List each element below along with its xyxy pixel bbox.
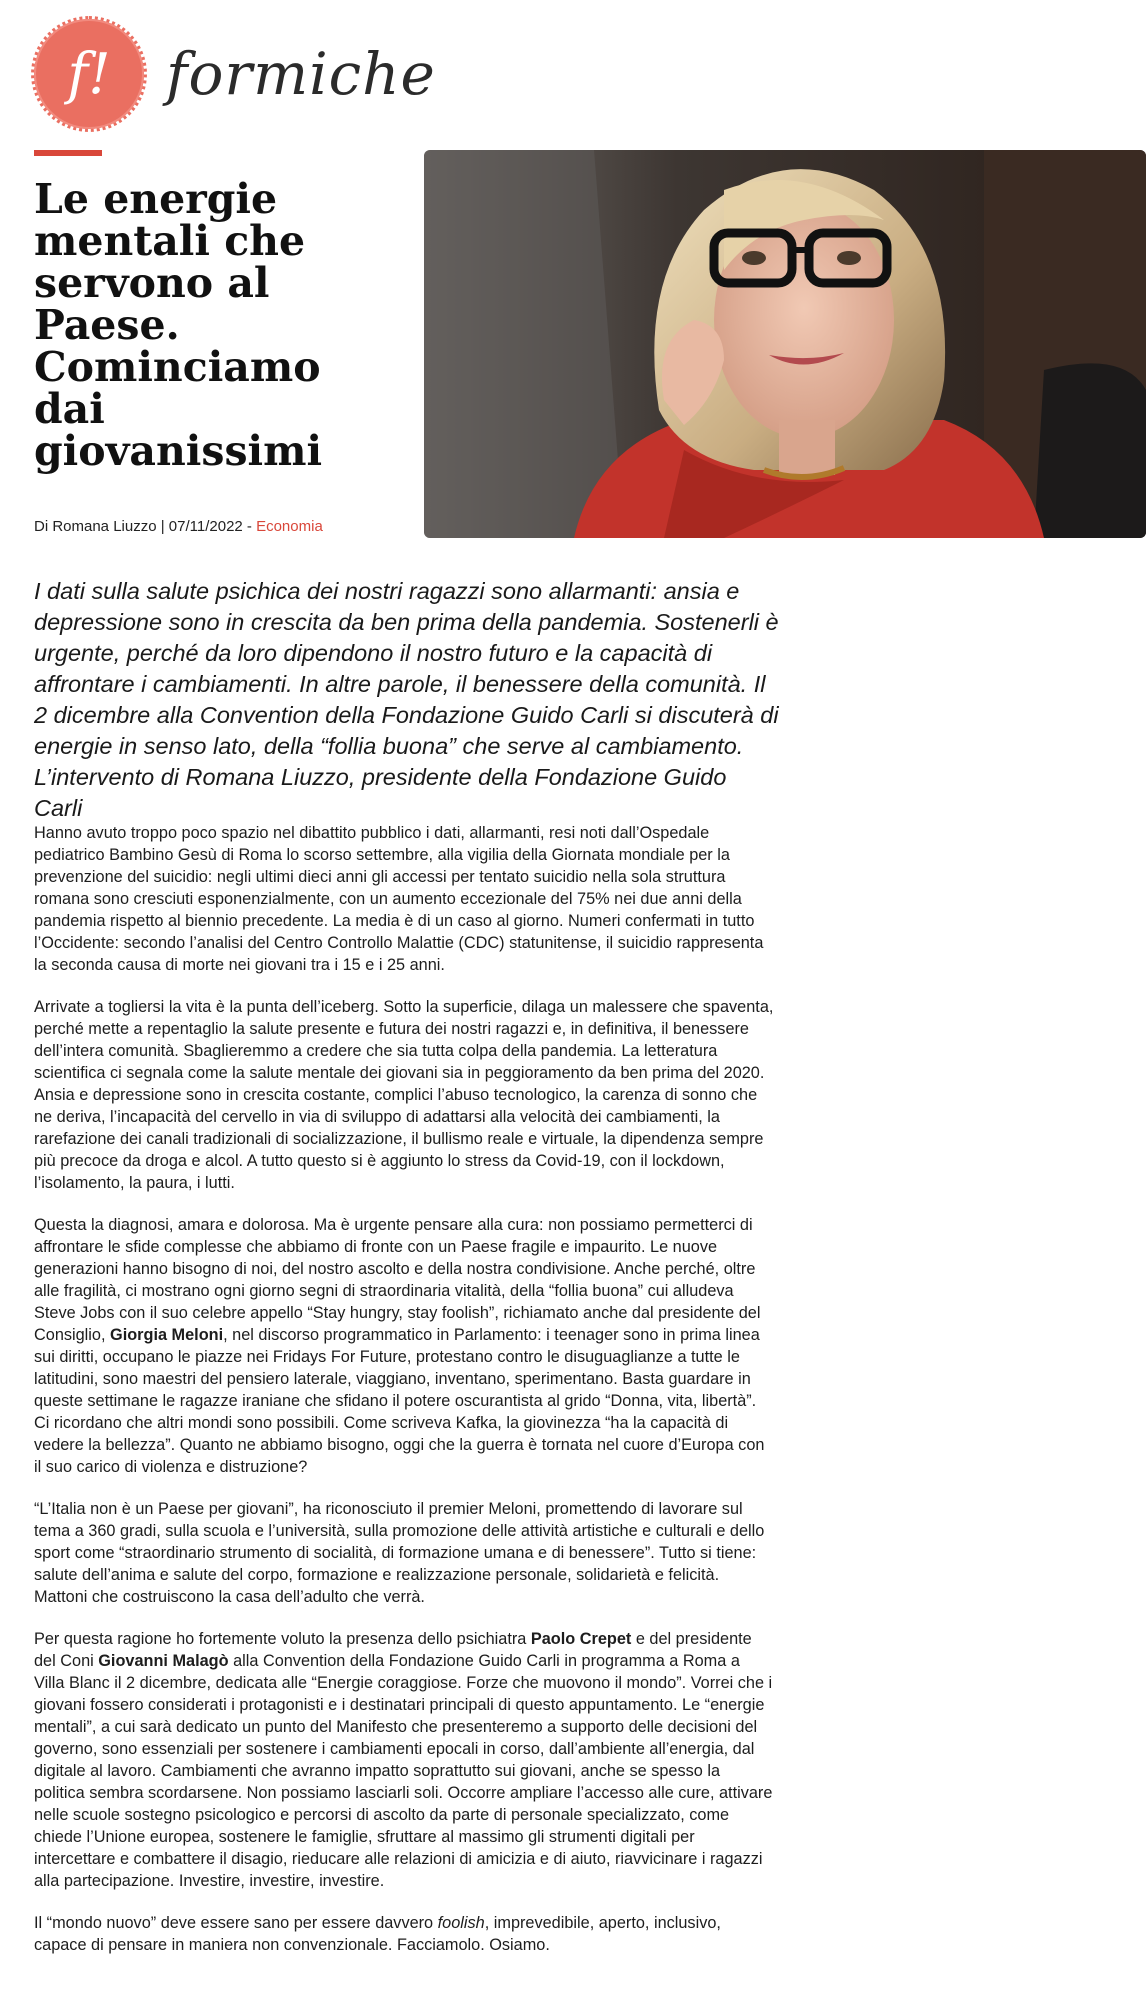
body-paragraph-4: “L’Italia non è un Paese per giovani”, ha riconosciuto il premier Meloni, promettendo di lavorare sul tema a 360 gradi, sulla scuola e l’università, sulla promozione delle attività artistiche e culturali e dello sport come “straordinario strumento di socialità, di formazione umana e di benessere”. Tutto si tiene: salute dell’anima e salute del corpo, formazione e realizzazione personale, solidarietà e felicità. Mattoni che costruiscono la casa dell’adulto che verrà. (34, 1500, 765, 1606)
bold-name: Paolo Crepet (530, 1630, 632, 1648)
body-paragraph-6: Il “mondo nuovo” deve essere sano per essere davvero foolish, imprevedibile, aperto, inclusivo, capace di pensare in maniera non convenzionale. Facciamolo. Osiamo. (34, 1914, 721, 1954)
bold-name: Giovanni Malagò (98, 1652, 229, 1670)
bold-name: Giorgia Meloni (110, 1326, 224, 1344)
category-link[interactable]: Economia (256, 518, 323, 535)
article-lead: I dati sulla salute psichica dei nostri ragazzi sono allarmanti: ansia e depressione sono in crescita da ben prima della pandemia. Sostenerli è urgente, perché da loro dipendono il nostro futuro e la capacità di affrontare i cambiamenti. In altre parole, il benessere della comunità. Il 2 dicembre alla Convention della Fondazione Guido Carli si discuterà di energie in senso lato, della “follia buona” che serve al cambiamento. L’intervento di Romana Liuzzo, presidente della Fondazione Guido Carli (34, 578, 779, 821)
article-body (34, 822, 774, 1976)
byline-author-date: Di Romana Liuzzo | 07/11/2022 - (34, 518, 257, 535)
logo-wordmark: formiche (166, 40, 436, 108)
body-paragraph-5: Per questa ragione ho fortemente voluto la presenza dello psichiatra Paolo Crepet e del presidente del Coni Giovanni Malagò alla Convention della Fondazione Guido Carli in programma a Roma a Villa Blanc il 2 dicembre, dedicata alle “Energie coraggiose. Forze che muovono il mondo”. Vorrei che i giovani fossero considerati i protagonisti e i destinatari principali di questo appuntamento. Le “energie mentali”, a cui sarà dedicato un punto del Manifesto che presenteremo a supporto delle decisioni del governo, sono essenziali per sostenere i cambiamenti epocali in corso, dall’ambiente all’energia, dal digitale al lavoro. Cambiamenti che avranno impatto soprattutto sui giovani, anche se spesso la politica sembra scordarsene. Non possiamo lasciarli soli. Occorre ampliare l’accesso alle cure, attivare nelle scuole sostegno psicologico e percorsi di ascolto da parte di personale specializzato, come chiede l’Unione europea, sostenere le famiglie, sfruttare al massimo gli strumenti digitali per intercettare e combattere il disagio, rieducare alle relazioni di amicizia e di aiuto, riavvicinare i ragazzi alla partecipazione. Investire, investire, investire. (34, 1630, 773, 1890)
hero-image (424, 150, 1146, 538)
body-paragraph-1: Hanno avuto troppo poco spazio nel dibattito pubblico i dati, allarmanti, resi noti dall’Ospedale pediatrico Bambino Gesù di Roma lo scorso settembre, alla vigilia della Giornata mondiale per la prevenzione del suicidio: negli ultimi dieci anni gli accessi per tentato suicidio nella sola struttura romana sono cresciuti esponenzialmente, con un aumento eccezionale del 75% nei due anni della pandemia rispetto al biennio precedente. La media è di un caso al giorno. Numeri confermati in tutto l’Occidente: secondo l’analisi del Centro Controllo Malattie (CDC) statunitense, il suicidio rappresenta la seconda causa di morte nei giovani tra i 15 e i 25 anni. (34, 824, 764, 974)
italic-word: foolish (437, 1914, 485, 1932)
body-paragraph-2: Arrivate a togliersi la vita è la punta dell’iceberg. Sotto la superficie, dilaga un malessere che spaventa, perché mette a repentaglio la salute presente e futura dei nostri ragazzi e, in definitiva, il benessere dell’intera comunità. Sbaglieremmo a credere che sia tutta colpa della pandemia. La letteratura scientifica ci segnala come la salute mentale dei giovani sia in peggioramento da ben prima del 2020. Ansia e depressione sono in crescita costante, complici l’abuso tecnologico, la carenza di sonno che ne deriva, l’incapacità del cervello in via di sviluppo di adattarsi alla velocità dei cambiamenti, la rarefazione dei canali tradizionali di socializzazione, il bullismo reale e virtuale, la dipendenza sempre più precoce da droga e alcol. A tutto questo si è aggiunto lo stress da Covid-19, con il lockdown, l’isolamento, la paura, i lutti. (34, 998, 774, 1192)
article-byline (34, 518, 323, 535)
logo-badge: f! (34, 19, 144, 129)
body-paragraph-3: Questa la diagnosi, amara e dolorosa. Ma è urgente pensare alla cura: non possiamo permetterci di affrontare le sfide complesse che abbiamo di fronte con un Paese fragile e impaurito. Le nuove generazioni hanno bisogno di noi, del nostro ascolto e della nostra condivisione. Anche perché, oltre alle fragilità, ci mostrano ogni giorno segni di straordinaria vitalità, della “follia buona” cui alludeva Steve Jobs con il suo celebre appello “Stay hungry, stay foolish”, richiamato anche dal presidente del Consiglio, Giorgia Meloni, nel discorso programmatico in Parlamento: i teenager sono in prima linea sui diritti, occupano le piazze nei Fridays For Future, protestano contro le disuguaglianze a tutte le latitudini, sono maestri del pensiero laterale, viaggiano, inventano, sperimentano. Basta guardare in queste settimane le ragazze iraniane che sfidano il potere oscurantista al grido “Donna, vita, libertà”. Ci ricordano che altri mondi sono possibili. Come scriveva Kafka, la giovinezza “ha la capacità di vedere la bellezza”. Quanto ne abbiamo bisogno, oggi che la guerra è tornata nel cuore d’Europa con il suo carico di violenza e distruzione? (34, 1216, 765, 1476)
site-logo[interactable] (34, 18, 436, 130)
title-accent-rule (34, 150, 102, 156)
article-title: Le energie mentali che servono al Paese. Cominciamo dai giovanissimi (34, 175, 323, 475)
